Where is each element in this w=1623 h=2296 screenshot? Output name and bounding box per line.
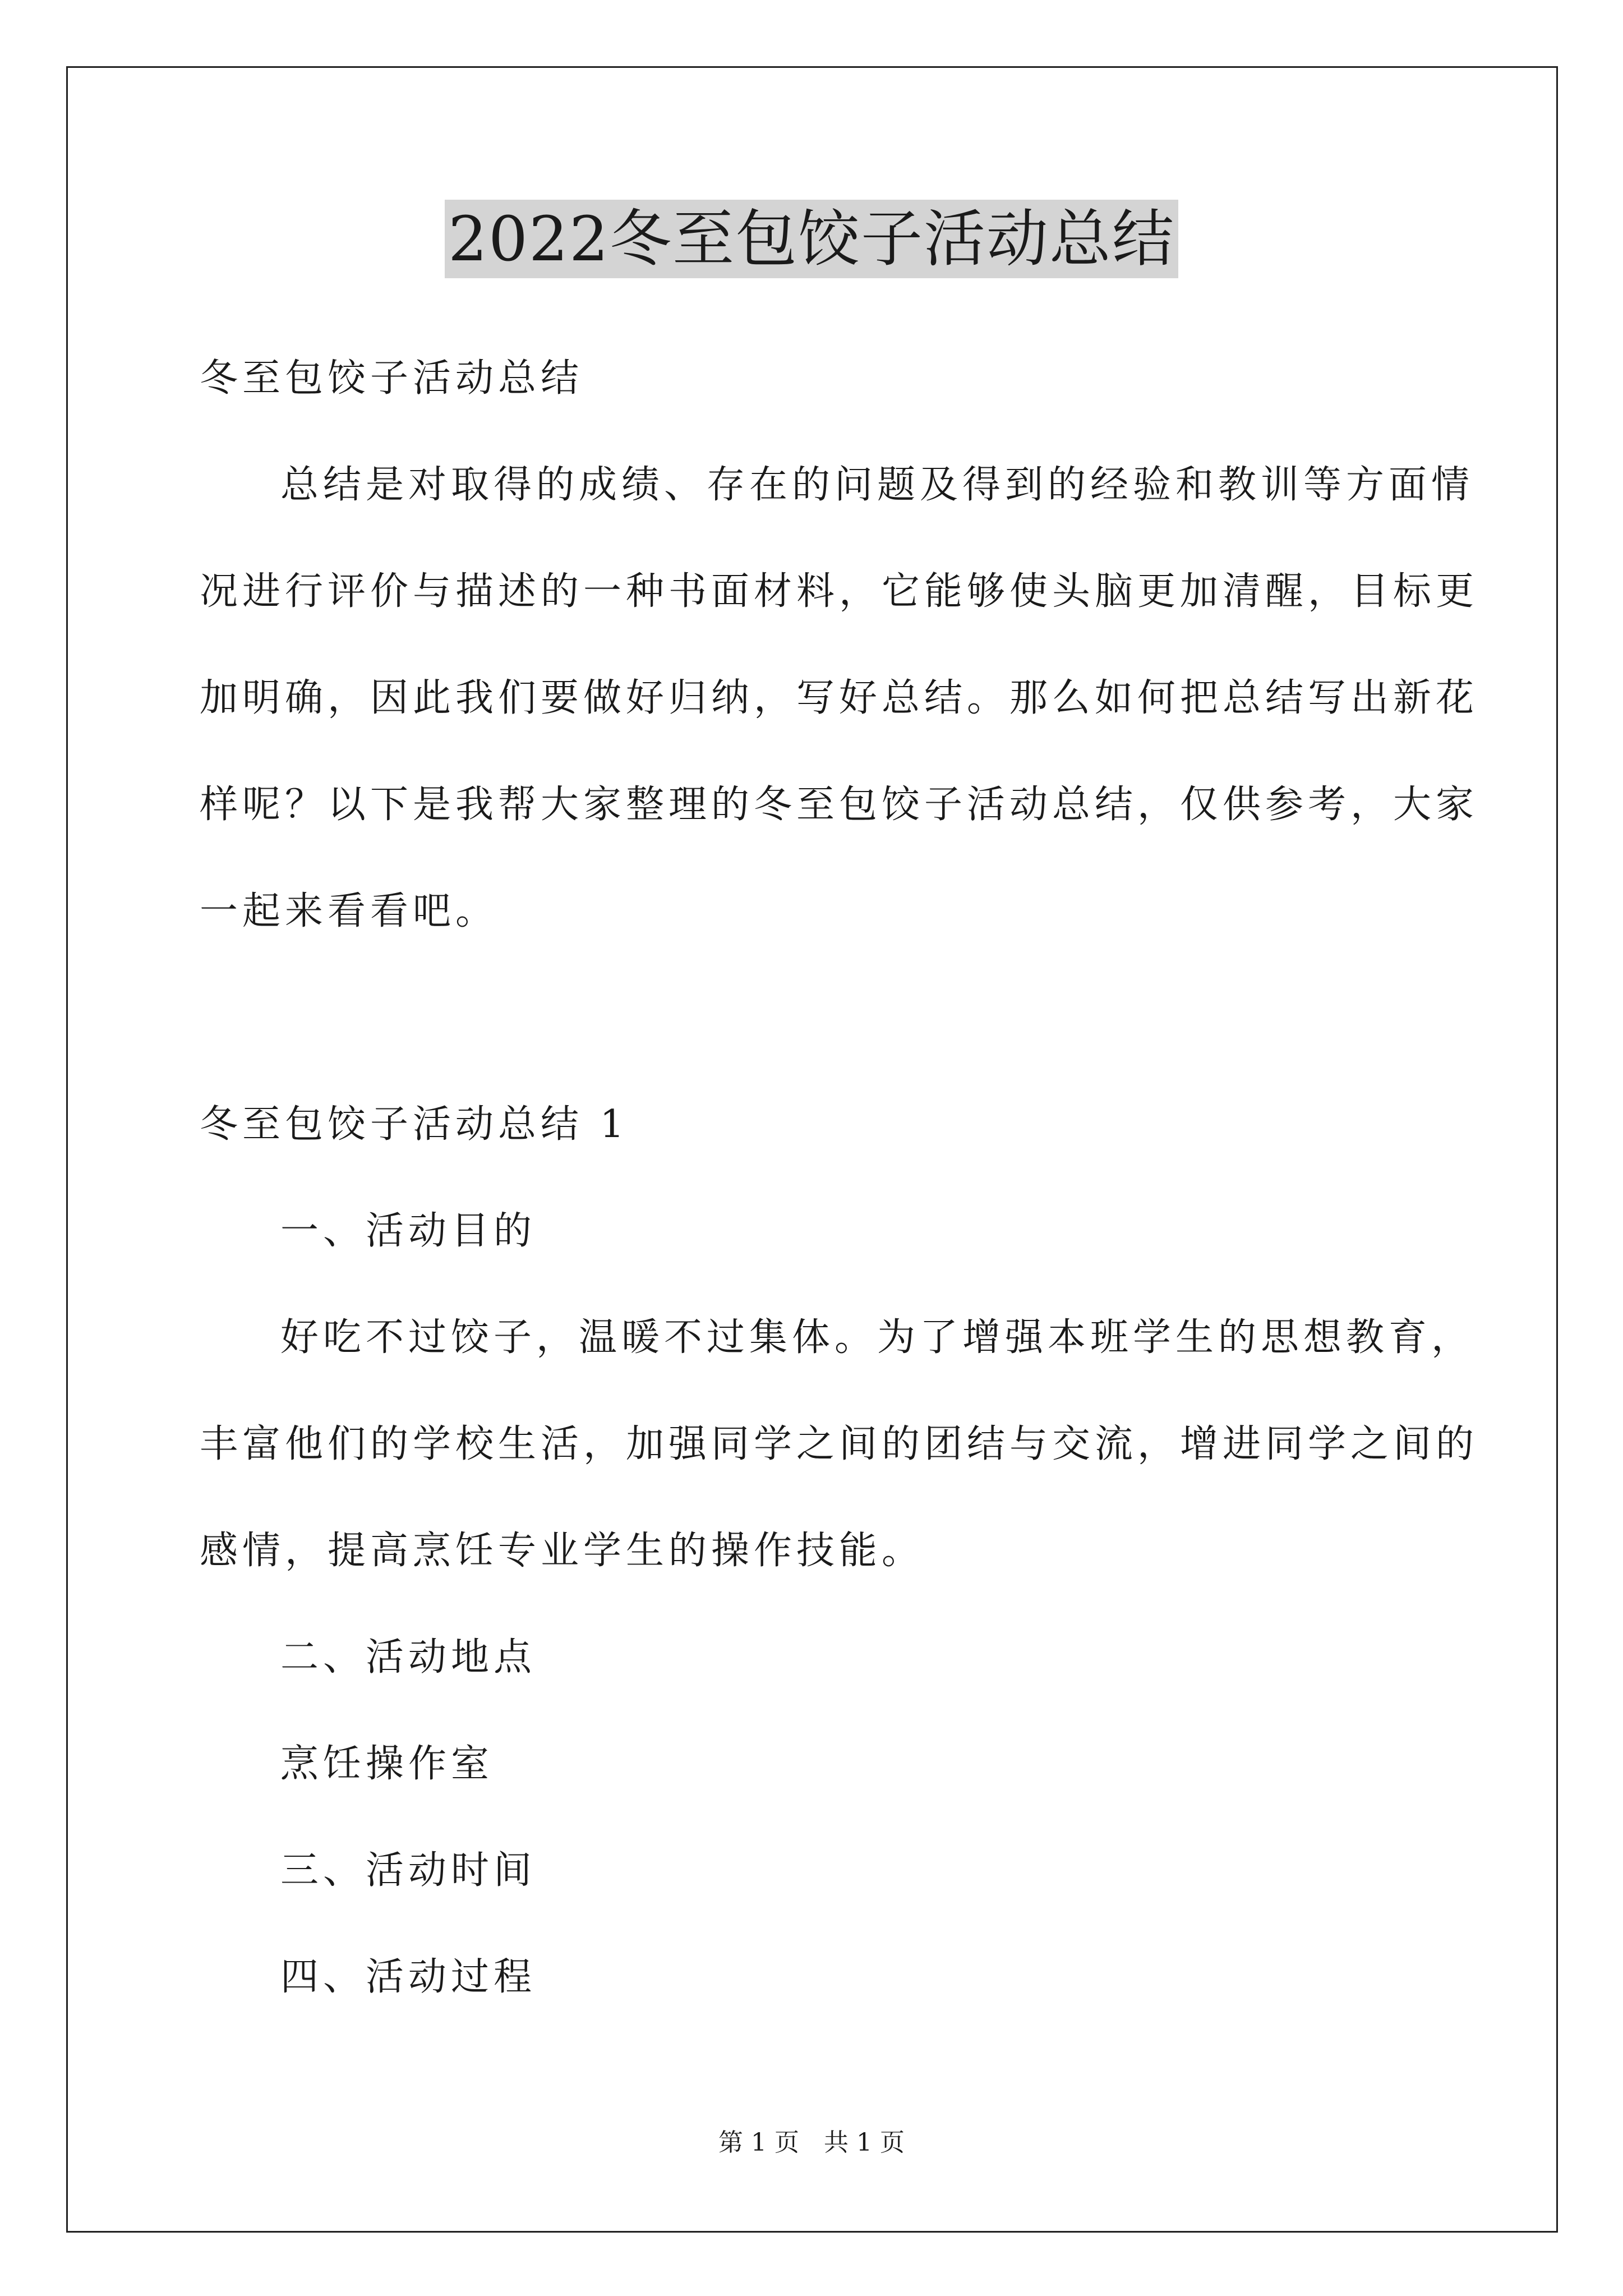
item2-heading: 二、活动地点 xyxy=(280,1635,537,1680)
item1-line-1: 好吃不过饺子，温暖不过集体。为了增强本班学生的思想教育， xyxy=(280,1315,1474,1360)
intro-line-4: 样呢？以下是我帮大家整理的冬至包饺子活动总结，仅供参考，大家 xyxy=(200,783,1479,827)
document-title: 2022冬至包饺子活动总结 xyxy=(445,200,1178,278)
intro-line-1: 总结是对取得的成绩、存在的问题及得到的经验和教训等方面情 xyxy=(280,463,1474,507)
item2-text: 烹饪操作室 xyxy=(280,1742,494,1786)
intro-line-5: 一起来看看吧。 xyxy=(200,889,499,933)
item1-line-2: 丰富他们的学校生活，加强同学之间的团结与交流，增进同学之间的 xyxy=(200,1422,1479,1466)
subtitle: 冬至包饺子活动总结 xyxy=(200,356,584,401)
item4-heading: 四、活动过程 xyxy=(280,1955,537,1999)
item3-heading: 三、活动时间 xyxy=(280,1848,537,1893)
section-heading: 冬至包饺子活动总结 1 xyxy=(200,1102,629,1147)
intro-line-3: 加明确，因此我们要做好归纳，写好总结。那么如何把总结写出新花 xyxy=(200,676,1479,720)
item1-line-3: 感情，提高烹饪专业学生的操作技能。 xyxy=(200,1529,925,1573)
intro-line-2: 况进行评价与描述的一种书面材料，它能够使头脑更加清醒，目标更 xyxy=(200,569,1479,614)
page-footer: 第 1 页 共 1 页 xyxy=(718,2128,905,2157)
item1-heading: 一、活动目的 xyxy=(280,1209,537,1253)
title-container xyxy=(0,200,1623,278)
